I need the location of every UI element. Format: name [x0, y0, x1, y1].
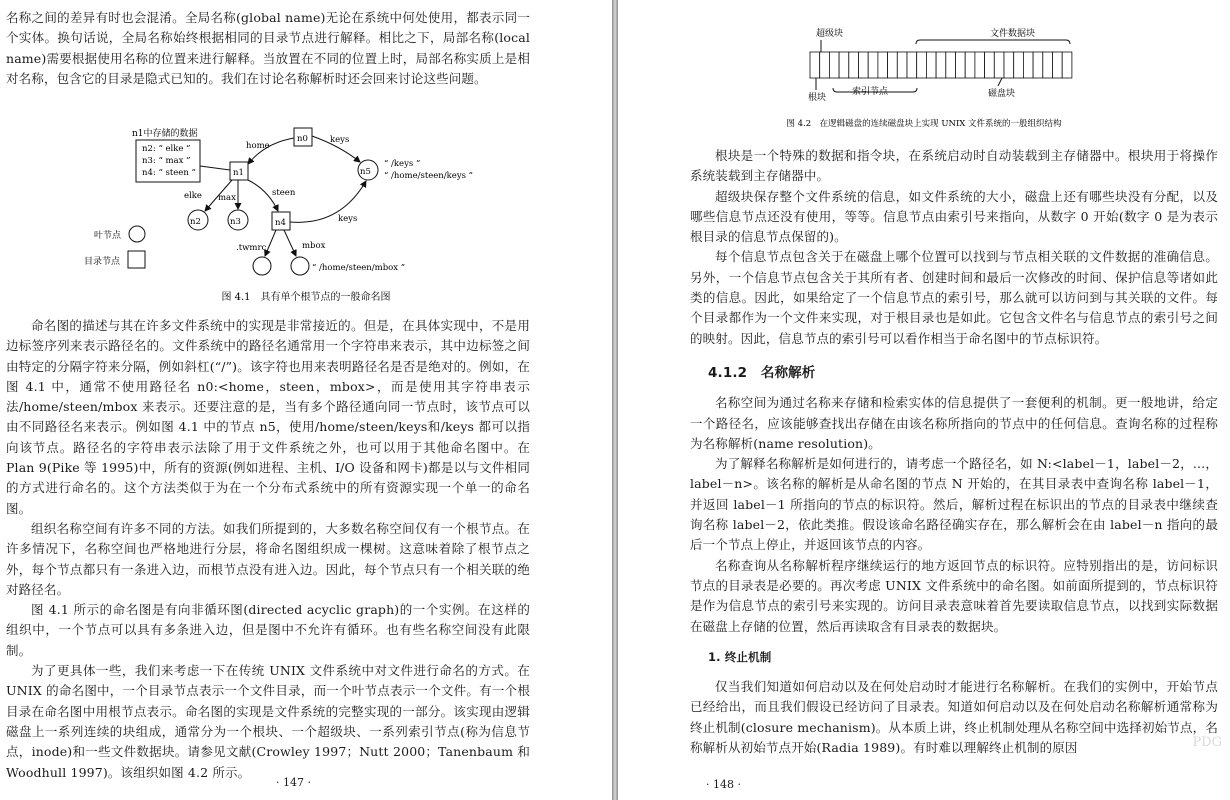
node-label: n4	[275, 218, 286, 228]
paragraph: 超级块保存整个文件系统的信息，如文件系统的大小，磁盘上还有哪些块没有分配，以及哪些信息节点还没有使用，等等。信息节点由索引号来指向，从数字 0 开始(数字 0 是为表示根目录的信息节点保留的)。	[690, 188, 1218, 245]
disk-block	[897, 52, 907, 78]
section-title: 4.1.2 名称解析	[708, 364, 816, 381]
disk-block	[975, 52, 985, 78]
edge-label: mbox	[302, 241, 326, 251]
paragraph: 名称查询从名称解析程序继续运行的地方返回节点的标识符。应特别指出的是，访问标识节点的目录表是必要的。再次考虑 UNIX 文件系统中的命名图。如前面所提到的，节点标识符是作为信息节点的索引号来实现的。访问目录表意味着首先要读取信息节点，以找到实际数据在磁盘上存储的位置，然后再读取含有目录表的数据块。	[690, 557, 1218, 634]
naming-graph-figure	[0, 118, 612, 308]
disk-blocks-label: 磁盘块	[988, 89, 1016, 99]
node-label: n3	[230, 217, 241, 227]
path-label: “ /home/steen/mbox ”	[312, 263, 406, 273]
legend-dir-icon	[128, 251, 145, 268]
edge-label: .twmrc	[236, 243, 267, 253]
edge-twmrc	[265, 230, 276, 256]
disk-block	[1004, 52, 1014, 78]
disk-block	[907, 52, 917, 78]
subsection-title: 1. 终止机制	[708, 649, 772, 664]
disk-block	[810, 52, 820, 78]
node-twmrc	[253, 257, 271, 275]
disk-block	[868, 52, 878, 78]
disk-block	[926, 52, 936, 78]
disk-block	[1014, 52, 1024, 78]
disk-block	[859, 52, 869, 78]
node-label: n1	[233, 168, 244, 178]
disk-block	[829, 52, 839, 78]
path-label: “ /keys ”	[384, 159, 421, 169]
figure-caption: 图 4.1 具有单个根节点的一般命名图	[221, 292, 391, 303]
figure-caption: 图 4.2 在逻辑磁盘的连续磁盘块上实现 UNIX 文件系统的一般组织结构	[786, 119, 1062, 129]
watermark	[1150, 620, 1230, 760]
disk-block	[936, 52, 946, 78]
edge-label: keys	[330, 135, 350, 145]
stored-line: n2: “ elke ”	[142, 144, 191, 154]
edge-mbox	[284, 230, 296, 256]
disk-block	[1053, 52, 1063, 78]
edge-label: keys	[338, 214, 358, 224]
boot-block-label: 根块	[808, 93, 827, 103]
stored-line: n4: “ steen ”	[142, 168, 196, 178]
disk-block	[878, 52, 888, 78]
intro-paragraph: 名称之间的差异有时也会混淆。全局名称(global name)无论在系统中何处使用，都表示同一个实体。换句话说，全局名称始终根据相同的目录节点进行解释。相比之下，局部名称(local name)需要根据使用名称的位置来进行解释。当放置在不同的位置上时，局部名称实质上是相对名称，包含它的目录是隐式已知的。我们在讨论名称解析时还会回来讨论这些问题。	[6, 10, 530, 86]
path-label: “ /home/steen/keys ”	[384, 171, 474, 181]
legend-leaf-icon	[129, 226, 145, 242]
disk-block	[985, 52, 995, 78]
paragraph: 组织名称空间有许多不同的方法。如我们所提到的，大多数名称空间仅有一个根节点。在许多情况下，名称空间也严格地进行分层，将命名图组织成一棵树。这意味着除了根节点之外，每个节点都只有一条进入边，而根节点没有进入边。因此，每个节点只有一个相关联的绝对路径名。	[6, 520, 530, 597]
superblock-label: 超级块	[816, 29, 844, 39]
disk-block	[956, 52, 966, 78]
disk-block	[994, 52, 1004, 78]
paragraph: 仅当我们知道如何启动以及在何处启动时才能进行名称解析。在我们的实例中，开始节点已经给出，而且我们假设已经访问了目录表。知道如何启动以及在何处启动名称解析通常称为终止机制(closure mechanism)。从本质上讲，终止机制处理从名称空间中选择初始节点，名称解析从初始节点开始(Radia 1989)。有时难以理解终止机制的原因	[690, 679, 1218, 756]
disk-block	[965, 52, 975, 78]
paragraph: 为了更具体一些，我们来考虑一下在传统 UNIX 文件系统中对文件进行命名的方式。在 UNIX 的命名图中，一个目录节点表示一个文件目录，而一个叶节点表示一个文件。有一个根目录在命名图中用根节点表示。命名图的实现是文件系统的完整实现的一部分。该实现由逻辑磁盘上一系列连续的块组成，通常分为一个根块、一个超级块、一系列索引节点(称为信息节点，inode)和一些文件数据块。请参见文献(Crowley 1997；Nutt 2000；Tanenbaum 和 Woodhull 1997)。该组织如图 4.2 所示。	[6, 663, 530, 780]
disk-layout-figure	[618, 0, 1230, 130]
stored-line: n3: “ max ”	[142, 156, 191, 166]
disk-block	[839, 52, 849, 78]
stored-data-title: n1中存储的数据	[132, 129, 198, 139]
disk-block	[1043, 52, 1053, 78]
disk-block	[849, 52, 859, 78]
paragraph: 根块是一个特殊的数据和指令块，在系统启动时自动装载到主存储器中。根块用于将操作系统装载到主存储器中。	[690, 148, 1218, 184]
node-label: n5	[360, 167, 371, 177]
right-body-1	[690, 146, 1218, 758]
node-label: n0	[297, 134, 308, 144]
paragraph: 图 4.1 所示的命名图是有向非循环图(directed acyclic graph)的一个实例。在这样的组织中，一个节点可以具有多条进入边，但是图中不允许有循环。也有些名称空间没有此限制。	[6, 602, 530, 658]
disk-block	[1023, 52, 1033, 78]
disk-block	[1033, 52, 1043, 78]
edge-label: elke	[184, 191, 202, 201]
node-label: n2	[190, 217, 201, 227]
edge-label: steen	[272, 188, 296, 198]
left-body	[6, 316, 530, 783]
legend-dir-label: 目录节点	[84, 257, 121, 267]
disk-block	[820, 52, 830, 78]
paragraph: 每个信息节点包含关于在磁盘上哪个位置可以找到与节点相关联的文件数据的准确信息。另外，一个信息节点包含关于其所有者、创建时间和最后一次修改的时间、保护信息等诸如此类的信息。因此，如果给定了一个信息节点的索引号，那么就可以访问到与其关联的文件。每个目录都作为一个文件来实现，对于根目录也是如此。它包含文件名与信息节点的索引号之间的映射。因此，信息节点的索引号可以看作相当于命名图中的节点标识符。	[690, 249, 1218, 346]
page-number: · 148 ·	[706, 778, 741, 791]
right-page	[618, 0, 1230, 800]
node-mbox	[291, 257, 309, 275]
page-number: · 147 ·	[276, 776, 311, 789]
paragraph: 命名图的描述与其在许多文件系统中的实现是非常接近的。但是，在具体实现中，不是用边标签序列来表示路径名的。文件系统中的路径名通常用一个字符串来表示，其中边标签之间由特定的分隔字符来分隔，例如斜杠(“/”)。该字符也用来表明路径名是否是绝对的。例如，在图 4.1 中，通常不使用路径名 n0:<home，steen，mbox>，而是使用其字符串表示法/home/steen/mbox 来表示。还要注意的是，当有多个路径通向同一节点时，该节点可以由不同路径名来表示。例如图 4.1 中的节点 n5，使用/home/steen/keys和/keys 都可以指向该节点。路径名的字符串表示法除了用于文件系统之外，也可以用于其他命名图中。在 Plan 9(Pike 等 1995)中，所有的资源(例如进程、主机、I/O 设备和网卡)都是以与文件相同的方式进行命名的。这个方法类似于为在一个分布式系统中的所有资源实现一个单一的命名图。	[6, 318, 530, 516]
edge-label: home	[246, 141, 270, 151]
disk-block	[946, 52, 956, 78]
watermark-text: PDG	[1192, 735, 1222, 750]
paragraph: 为了解释名称解析是如何进行的，请考虑一个路径名，如 N:<label－1，label－2，...，label－n>。该名称的解析是从命名图的节点 N 开始的，在其目录表中查询名称 label－1，并返回 label－1 所指向的节点的标识符。然后，解析过程在标识出的节点的目录表中继续查询名称 label－2，依此类推。假设该命名路径确实存在，那么解析会在由 label－n 指向的最后一个节点上停止，并返回该节点的内容。	[690, 456, 1218, 553]
paragraph: 名称空间为通过名称来存储和检索实体的信息提供了一套便利的机制。更一般地讲，给定一个路径名，应该能够查找出存储在由该名称所指向的节点中的任何信息。查询名称的过程称为名称解析(name resolution)。	[690, 395, 1218, 451]
file-data-label: 文件数据块	[990, 29, 1036, 39]
left-intro	[6, 8, 530, 89]
disk-block	[888, 52, 898, 78]
legend-leaf-label: 叶节点	[94, 231, 122, 241]
disk-block	[1062, 52, 1072, 78]
left-page	[0, 0, 612, 800]
disk-block	[917, 52, 927, 78]
index-nodes-label: 索引节点	[852, 87, 889, 97]
disk-blocks-row	[810, 52, 1072, 78]
edge-label: max	[218, 193, 236, 203]
